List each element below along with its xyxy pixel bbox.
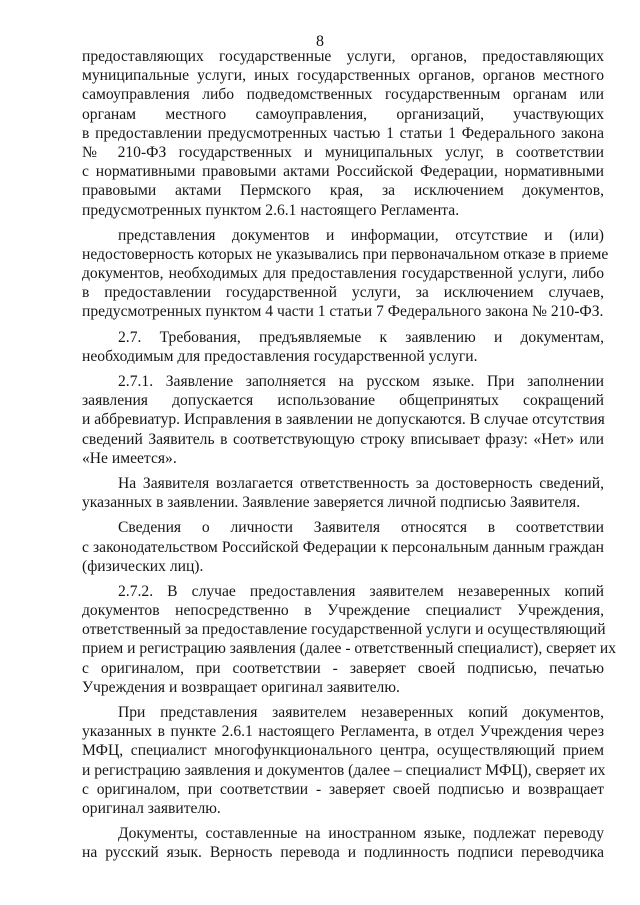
text-line: документов непосредственно в Учреждение специалист Учреждения, bbox=[82, 602, 604, 620]
text-line: и регистрацию заявления и документов (далее – специалист МФЦ), сверяет их bbox=[82, 761, 606, 779]
text-line: предусмотренных пунктом 2.6.1 настоящего Регламента. bbox=[82, 201, 460, 219]
text-line: необходимым для предоставления государственной услуги. bbox=[82, 347, 478, 365]
text-line: (физических лиц). bbox=[82, 557, 204, 575]
text-line: сведений Заявитель в соответствующую строку вписывает фразу: «Нет» или bbox=[82, 430, 604, 448]
text-line: предусмотренных пунктом 4 части 1 статьи 7 Федерального закона № 210-ФЗ. bbox=[82, 303, 604, 321]
text-line: правовыми актами Пермского края, за исключением документов, bbox=[82, 182, 604, 200]
text-line: При представления заявителем незаверенных копий документов, bbox=[118, 704, 604, 721]
text-line: МФЦ, специалист многофункционального центра, осуществляющий прием bbox=[82, 742, 604, 760]
text-line: Учреждения и возвращает оригинал заявителю. bbox=[82, 678, 400, 696]
text-line: прием и регистрацию заявления (далее - ответственный специалист), сверяет их bbox=[82, 640, 617, 658]
text-line: № 210-ФЗ государственных и муниципальных услуг, в соответствии bbox=[82, 143, 604, 161]
text-line: в предоставлении государственной услуги, за исключением случаев, bbox=[82, 284, 604, 302]
text-line: «Не имеется». bbox=[82, 449, 177, 467]
text-line: органам местного самоуправления, организаций, участвующих bbox=[82, 105, 604, 123]
text-line: Документы, составленные на иностранном языке, подлежат переводу bbox=[118, 825, 604, 843]
page-number: 8 bbox=[316, 33, 324, 50]
document-body bbox=[82, 47, 617, 863]
text-line: оригинал заявителю. bbox=[82, 799, 221, 817]
text-line: с оригиналом, при соответствии - заверяет своей подписью и возвращает bbox=[82, 780, 604, 798]
text-line: 2.7.1. Заявление заполняется на русском языке. При заполнении bbox=[118, 373, 604, 390]
text-line: самоуправления либо подведомственных государственным органам или bbox=[82, 86, 604, 104]
text-line: ответственный за предоставление государственной услуги и осуществляющий bbox=[82, 621, 606, 639]
text-line: в предоставлении предусмотренных частью 1 статьи 1 Федерального закона bbox=[82, 124, 604, 142]
text-line: указанных в заявлении. Заявление заверяется личной подписью Заявителя. bbox=[82, 494, 581, 512]
text-line: 2.7. Требования, предъявляемые к заявлению и документам, bbox=[118, 328, 604, 346]
text-line: и аббревиатур. Исправления в заявлении не допускаются. В случае отсутствия bbox=[82, 411, 605, 429]
text-line: заявления допускается использование общепринятых сокращений bbox=[82, 392, 604, 410]
text-line: указанных в пункте 2.6.1 настоящего Регламента, в отдел Учреждения через bbox=[82, 723, 604, 741]
text-line: предоставляющих государственные услуги, органов, предоставляющих bbox=[82, 48, 604, 65]
text-line: с нормативными правовыми актами Российской Федерации, нормативными bbox=[82, 163, 604, 181]
text-line: с законодательством Российской Федерации к персональным данным граждан bbox=[82, 538, 604, 556]
text-line: 2.7.2. В случае предоставления заявителем незаверенных копий bbox=[118, 582, 604, 600]
text-line: представления документов и информации, отсутствие и (или) bbox=[118, 226, 604, 244]
text-line: на русский язык. Верность перевода и подлинность подписи переводчика bbox=[82, 844, 604, 862]
text-line: недостоверность которых не указывались при первоначальном отказе в приеме bbox=[82, 245, 609, 263]
text-line: документов, необходимых для предоставления государственной услуги, либо bbox=[82, 265, 604, 283]
text-line: с оригиналом, при соответствии - заверяет своей подписью, печатью bbox=[82, 659, 604, 677]
text-line: Сведения о личности Заявителя относятся в соответствии bbox=[118, 519, 604, 537]
text-line: муниципальные услуги, иных государственных органов, органов местного bbox=[82, 67, 604, 85]
text-line: На Заявителя возлагается ответственность за достоверность сведений, bbox=[118, 474, 604, 492]
